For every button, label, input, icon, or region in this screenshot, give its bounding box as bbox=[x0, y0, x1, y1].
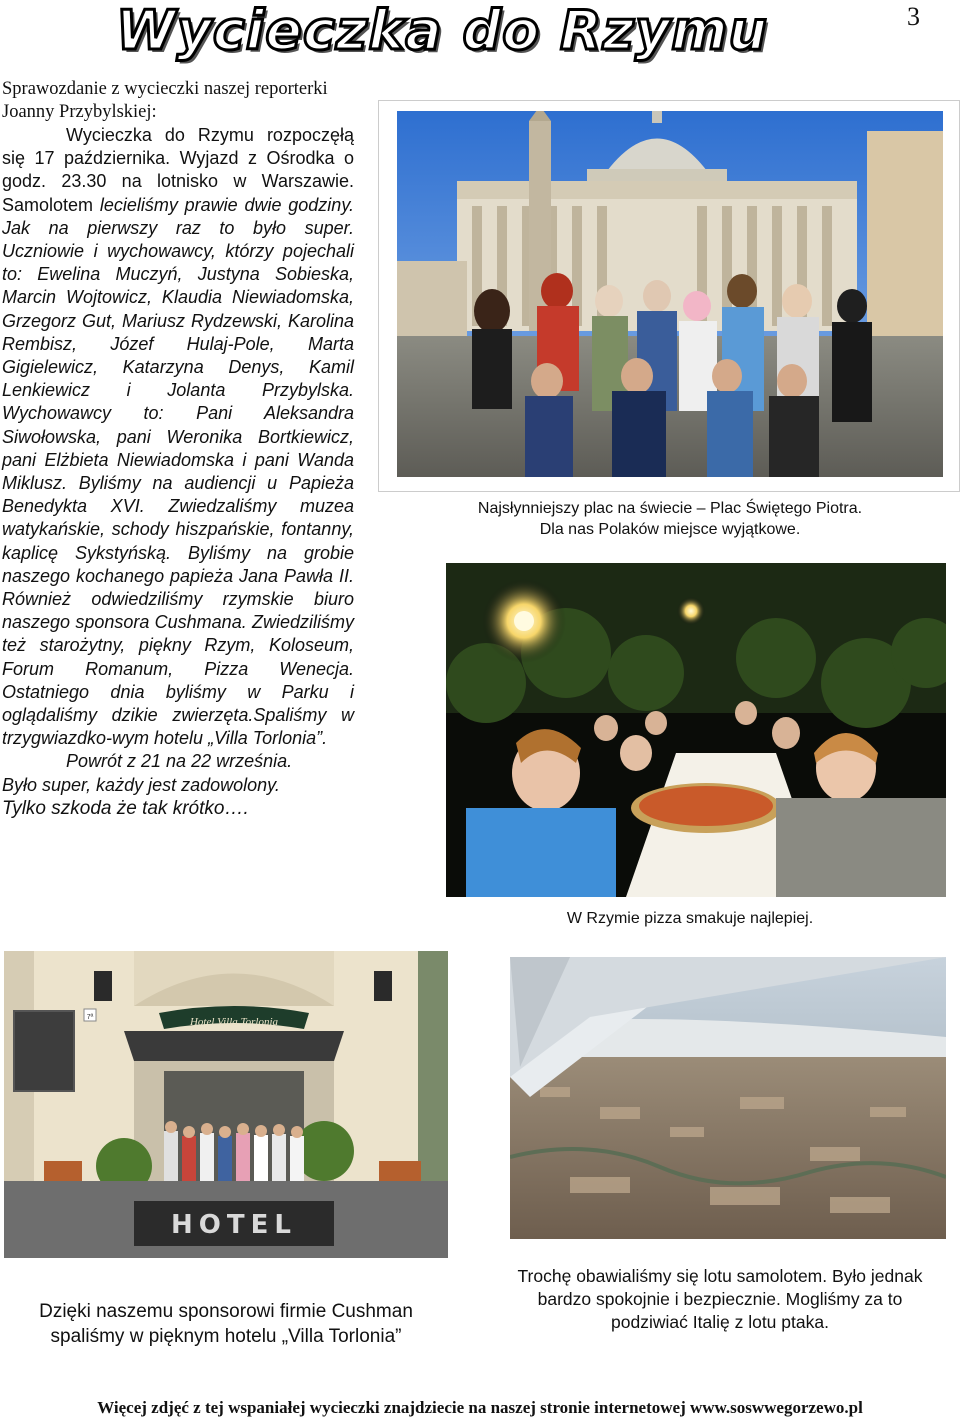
article-segment-4: Wychowawcy to: Pani Aleksandra Siwołowska, pani Weronika Bortkiewicz, pani Elżbieta Niewiadomska i pani Wanda Miklusz. Byliśmy na audiencji u Papieża Benedykta XVI. bbox=[2, 403, 354, 517]
footer-website: Więcej zdjęć z tej wspaniałej wycieczki znajdziecie na naszej stronie internetowej www.soswwegorzewo.pl bbox=[97, 1398, 863, 1417]
caption-hotel: Dzięki naszemu sponsorowi firmie Cushman spaliśmy w pięknym hotelu „Villa Torlonia” bbox=[39, 1301, 413, 1347]
hotel-illustration bbox=[4, 951, 448, 1258]
article-segment-9: Ostatniego dnia byliśmy w Parku i oglądaliśmy dzikie zwierzęta. bbox=[2, 681, 354, 726]
article-closing-happy: Było super, każdy jest zadowolony. bbox=[2, 774, 280, 795]
st-peters-illustration bbox=[397, 111, 943, 477]
page-number: 3 bbox=[907, 2, 920, 31]
article-segment-2: lecieliśmy prawie dwie godziny. Jak na pierwszy raz to było super. bbox=[2, 194, 354, 238]
pizza-illustration bbox=[446, 563, 946, 897]
caption-st-peters-square: Najsłynniejszy plac na świecie – Plac Świętego Piotra. Dla nas Polaków miejsce wyjątkowe. bbox=[477, 500, 863, 538]
hotel-number-text: 7ª bbox=[86, 1014, 94, 1021]
article-body bbox=[2, 124, 354, 750]
article-intro: Sprawozdanie z wycieczki naszej reporterki Joanny Przybylskiej: bbox=[2, 79, 328, 122]
article bbox=[2, 78, 354, 820]
article-segment-6: Byliśmy na grobie naszego kochanego papieża Jana Pawła II. bbox=[2, 542, 354, 586]
article-segment-8: Zwiedziliśmy też starożytny, piękny Rzym, Koloseum, Forum Romanum, Pizza Wenecja. bbox=[2, 612, 355, 679]
photo-aerial-view bbox=[510, 957, 946, 1239]
page-title: Wycieczka do Rzymu bbox=[116, 0, 768, 62]
article-closing-return: Powrót z 21 na 22 września. bbox=[66, 751, 293, 772]
aerial-illustration bbox=[510, 957, 946, 1239]
hotel-mat-text: HOTEL bbox=[171, 1210, 297, 1240]
article-segment-3: Uczniowie i wychowawcy, którzy pojechali to: Ewelina Muczyń, Justyna Sobieska, Marcin Wojtowicz, Klaudia Niewiadomska, Grzegorz Gut, Mariusz Rydzewski, Karolina Rembisz, Józef Hulaj-Pole, Marta Gigielewicz, Katarzyna Denys, Kamil Lenkiewicz i Jolanta Przybylska. bbox=[2, 241, 354, 401]
photo-pizza-dinner bbox=[446, 563, 946, 897]
caption-plane: Trochę obawialiśmy się lotu samolotem. Było jednak bardzo spokojnie i bezpiecznie. Mogliśmy za to podziwiać Italię z lotu ptaka. bbox=[517, 1266, 923, 1332]
photo-hotel-villa-torlonia bbox=[4, 951, 448, 1258]
caption-pizza: W Rzymie pizza smakuje najlepiej. bbox=[566, 910, 814, 927]
article-segment-10: Spaliśmy w trzygwiazdko-wym hotelu „Villa Torlonia”. bbox=[2, 705, 354, 749]
photo-st-peters-square bbox=[378, 100, 960, 492]
article-segment-7: Również odwiedziliśmy rzymskie biuro naszego sponsora Cushmana. bbox=[2, 589, 354, 633]
hotel-sign-text: Hotel Villa Torlonia bbox=[189, 1016, 279, 1028]
article-segment-1: Wycieczka do Rzymu rozpoczęłą się 17 października. Wyjazd z Ośrodka o godz. 23.30 na lotnisko w Warszawie. Samolotem bbox=[2, 125, 354, 215]
article-segment-5: Zwiedzaliśmy muzea watykańskie, schody hiszpańskie, fontanny, kaplicę Sykstyńską. bbox=[2, 496, 354, 563]
article-closing-short: Tylko szkoda że tak krótko…. bbox=[2, 797, 249, 819]
